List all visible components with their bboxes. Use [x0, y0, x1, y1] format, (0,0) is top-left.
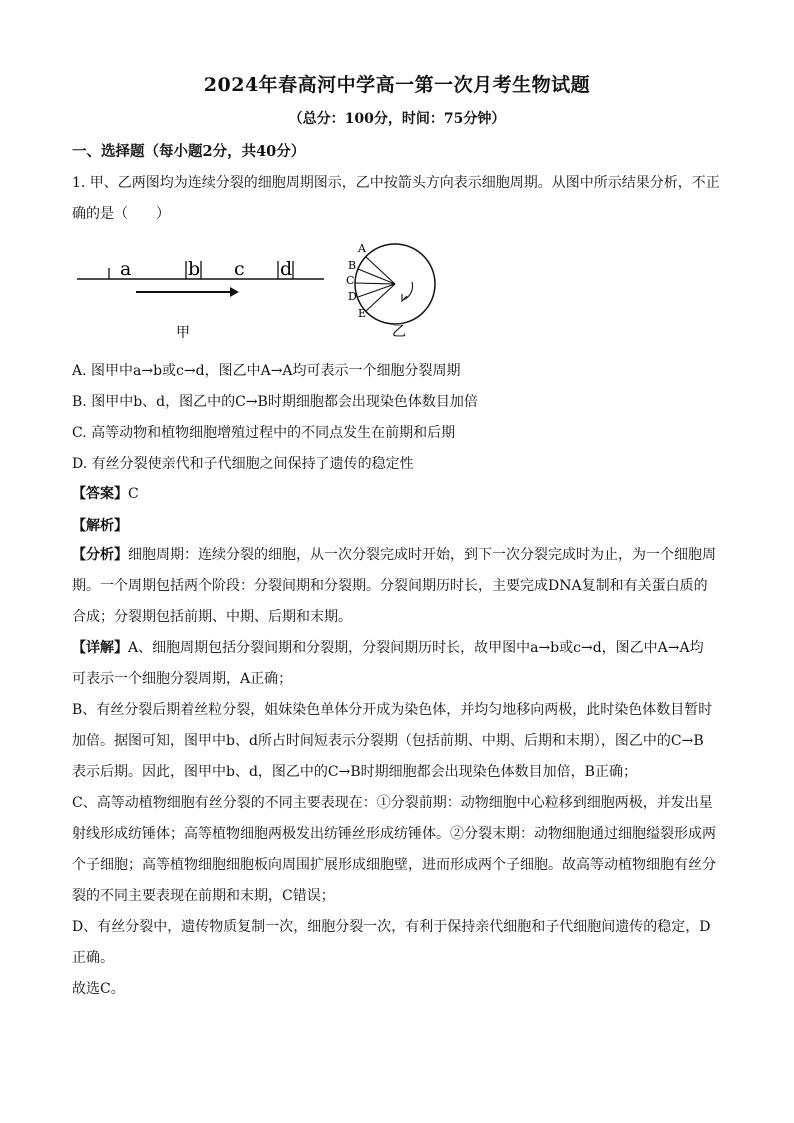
xiangjie-line-12: 故选C。 — [72, 981, 125, 997]
xiangjie-line-2: 可表示一个细胞分裂周期，A正确； — [72, 671, 293, 687]
fenxi-tag: 【分析】 — [72, 547, 128, 563]
xiangjie-line-3: B、有丝分裂后期着丝粒分裂，姐妹染色单体分开成为染色体，并均匀地移向两极，此时染色体数目暂时 — [72, 702, 713, 718]
cycle-arrow — [403, 282, 413, 300]
xiangjie-tag: 【详解】 — [72, 640, 128, 656]
radius-d — [358, 284, 395, 297]
fenxi-line-2: 期。一个周期包括两个阶段：分裂间期和分裂期。分裂间期历时长，主要完成DNA复制和有关蛋白质的 — [72, 578, 708, 594]
direction-arrow-head — [230, 287, 239, 297]
option-c: C. 高等动物和植物细胞增殖过程中的不同点发生在前期和后期 — [72, 425, 456, 441]
point-label-d: D — [348, 290, 357, 303]
option-d: D. 有丝分裂使亲代和子代细胞之间保持了遗传的稳定性 — [72, 456, 414, 472]
exam-info: （总分：100分，时间：75分钟） — [288, 111, 506, 127]
figure-jia-caption: 甲 — [176, 325, 190, 341]
xiangjie-line-6: C、高等动植物细胞有丝分裂的不同主要表现在：①分裂前期：动物细胞中心粒移到细胞两极，并发出星 — [72, 795, 713, 811]
point-label-c: C — [346, 274, 355, 287]
xiangjie-line-10: D、有丝分裂中，遗传物质复制一次，细胞分裂一次，有利于保持亲代细胞和子代细胞间遗传的稳定，D — [72, 919, 711, 935]
question-stem-line-2: 确的是（ ） — [72, 206, 170, 222]
xiangjie-line-5: 表示后期。因此，图甲中b、d，图乙中的C→B时期细胞都会出现染色体数目加倍，B正确； — [72, 764, 637, 780]
segment-label-c: c — [234, 258, 245, 280]
segment-label-d: d — [280, 258, 293, 280]
cycle-arrow-head — [402, 294, 407, 301]
point-label-b: B — [348, 259, 357, 272]
point-label-a: A — [358, 242, 366, 255]
xiangjie-text-1: A、细胞周期包括分裂间期和分裂期，分裂间期历时长，故甲图中a→b或c→d，图乙中A→A均 — [128, 640, 704, 656]
fenxi-text-1: 细胞周期：连续分裂的细胞，从一次分裂完成时开始，到下一次分裂完成时为止，为一个细胞周 — [128, 547, 716, 563]
xiangjie-line-4: 加倍。据图可知，图甲中b、d所占时间短表示分裂期（包括前期、中期、后期和末期），图乙中的C→B — [72, 733, 704, 749]
answer-value: C — [128, 486, 139, 502]
figure-yi — [340, 234, 450, 344]
xiangjie-line-7: 射线形成纺锤体；高等植物细胞两极发出纺锤丝形成纺锤体。②分裂末期：动物细胞通过细胞缢裂形成两 — [72, 826, 716, 842]
question-stem-line-1: 1. 甲、乙两图均为连续分裂的细胞周期图示，乙中按箭头方向表示细胞周期。从图中所示结果分析，不正 — [72, 175, 720, 191]
xiangjie-line-1 — [72, 633, 722, 664]
segment-label-b: b — [188, 258, 201, 280]
xiangjie-line-8: 个子细胞；高等植物细胞细胞板向周围扩展形成细胞壁，进而形成两个子细胞。故高等动植物细胞有丝分 — [72, 857, 716, 873]
fenxi-line-1 — [72, 540, 722, 571]
figure-jia — [72, 248, 332, 348]
option-a: A. 图甲中a→b或c→d，图乙中A→A均可表示一个细胞分裂周期 — [72, 363, 461, 379]
point-label-e: E — [358, 307, 367, 320]
radius-e — [366, 284, 395, 311]
radius-a — [366, 257, 395, 284]
xiangjie-line-9: 裂的不同主要表现在前期和末期，C错误； — [72, 888, 335, 904]
section-heading: 一、选择题（每小题2分，共40分） — [72, 143, 306, 160]
radius-c — [355, 283, 395, 284]
answer-label: 【答案】 — [72, 486, 128, 502]
option-b: B. 图甲中b、d，图乙中的C→B时期细胞都会出现染色体数目加倍 — [72, 394, 478, 410]
page-title: 2024年春高河中学高一第一次月考生物试题 — [203, 74, 591, 96]
figure-yi-caption: 乙 — [392, 324, 406, 340]
fenxi-line-3: 合成；分裂期包括前期、中期、后期和末期。 — [72, 609, 352, 625]
radius-b — [358, 269, 395, 284]
xiangjie-line-11: 正确。 — [72, 950, 114, 966]
answer-line — [72, 483, 139, 503]
segment-label-a: a — [120, 258, 132, 280]
analysis-label: 【解析】 — [72, 518, 128, 534]
